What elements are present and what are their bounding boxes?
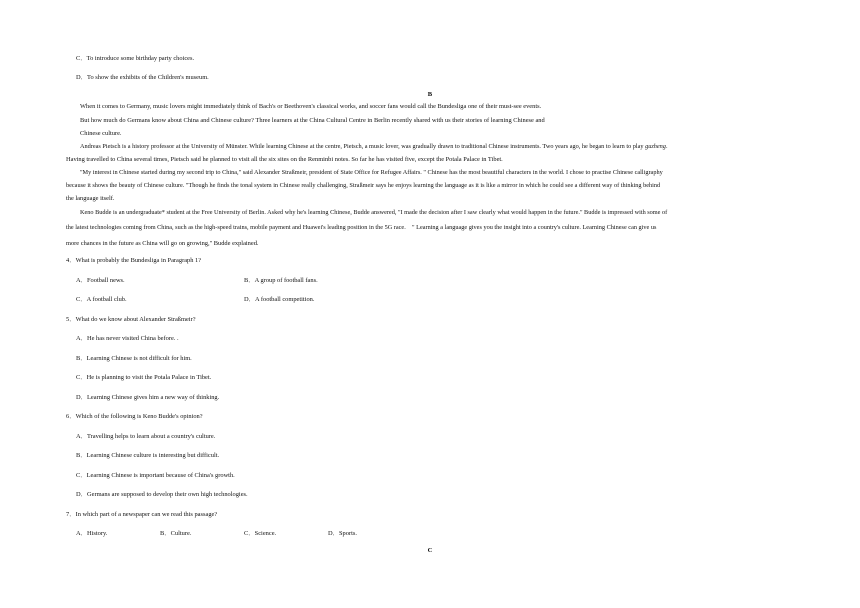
passage-line: When it comes to Germany, music lovers might immediately think of Bach's or Beethoven's classical works, and soccer fans would call the Bundesliga one of their must-see events. bbox=[80, 103, 542, 110]
passage-line: "My interest in Chinese started during my second trip to China," said Alexander Straßmeir, president of State Office for Refugee Affairs. " Chinese has the most beautiful characters in the world. I chose to practise Chinese calligraphy bbox=[80, 169, 663, 176]
question-6-option-c[interactable]: C．Learning Chinese is important because of China's growth. bbox=[76, 472, 235, 479]
passage-line: the latest technologies coming from China, such as the high-speed trains, mobile payment and Huawei's leading position in the 5G race. " Learning a language gives you the insight into a country's culture. Learning Chinese can give us bbox=[66, 224, 657, 231]
passage-line: Chinese culture. bbox=[80, 130, 122, 137]
question-7-stem: 7．In which part of a newspaper can we read this passage? bbox=[66, 511, 218, 518]
question-4-option-c[interactable]: C．A football club. bbox=[76, 296, 127, 303]
prev-option-d: D．To show the exhibits of the Children's museum. bbox=[76, 74, 209, 81]
question-5-option-b[interactable]: B．Learning Chinese is not difficult for him. bbox=[76, 355, 192, 362]
question-7-option-c[interactable]: C．Science. bbox=[244, 530, 277, 537]
section-b-heading: B bbox=[427, 91, 433, 98]
passage-line: Having travelled to China several times, Pietsch said he planned to visit all the six sites on the Renminbi notes. So far he has visited five, except the Potala Palace in Tibet. bbox=[66, 156, 503, 163]
question-4-option-b[interactable]: B．A group of football fans. bbox=[244, 277, 318, 284]
question-7-option-d[interactable]: D．Sports. bbox=[328, 530, 357, 537]
question-6-option-a[interactable]: A．Travelling helps to learn about a country's culture. bbox=[76, 433, 216, 440]
question-4-option-d[interactable]: D．A football competition. bbox=[244, 296, 315, 303]
passage-line: Andreas Pietsch is a history professor at the University of Münster. While learning Chinese at the centre, Pietsch, a music lover, was gradually drawn to traditional Chinese instruments. Two years ago, he began to learn to play guzheng. bbox=[80, 143, 668, 150]
prev-option-c: C．To introduce some birthday party choices. bbox=[76, 55, 195, 62]
question-5-option-d[interactable]: D．Learning Chinese gives him a new way of thinking. bbox=[76, 394, 220, 401]
passage-line: because it shows the beauty of Chinese culture. "Though he finds the tonal system in Chinese really challenging, Straßmeir says he enjoys learning the language as it is like a mirror in which he could see a different way of thinking behind bbox=[66, 182, 661, 189]
question-6-option-d[interactable]: D．Germans are supposed to develop their own high technologies. bbox=[76, 491, 248, 498]
passage-line: But how much do Germans know about China and Chinese culture? Three learners at the China Cultural Centre in Berlin recently shared with us their stories of learning Chinese and bbox=[80, 117, 545, 124]
question-5-stem: 5．What do we know about Alexander Straßmeir? bbox=[66, 316, 196, 323]
question-6-stem: 6．Which of the following is Keno Budde's opinion? bbox=[66, 413, 203, 420]
question-6-option-b[interactable]: B．Learning Chinese culture is interesting but difficult. bbox=[76, 452, 220, 459]
question-5-option-a[interactable]: A．He has never visited China before. . bbox=[76, 335, 179, 342]
passage-line: Keno Budde is an undergraduate* student at the Free University of Berlin. Asked why he's learning Chinese, Budde answered, "I made the decision after I saw clearly what would happen in the future." Budde is impressed with some of bbox=[80, 209, 668, 216]
passage-line: more chances in the future as China will go on growing," Budde explained. bbox=[66, 240, 259, 247]
question-5-option-c[interactable]: C．He is planning to visit the Potala Palace in Tibet. bbox=[76, 374, 212, 381]
question-4-stem: 4．What is probably the Bundesliga in Paragraph 1? bbox=[66, 257, 202, 264]
passage-line: the language itself. bbox=[66, 195, 115, 202]
question-7-option-b[interactable]: B．Culture. bbox=[160, 530, 192, 537]
question-4-option-a[interactable]: A．Football news. bbox=[76, 277, 125, 284]
section-c-heading: C bbox=[427, 547, 433, 554]
question-7-option-a[interactable]: A．History. bbox=[76, 530, 108, 537]
